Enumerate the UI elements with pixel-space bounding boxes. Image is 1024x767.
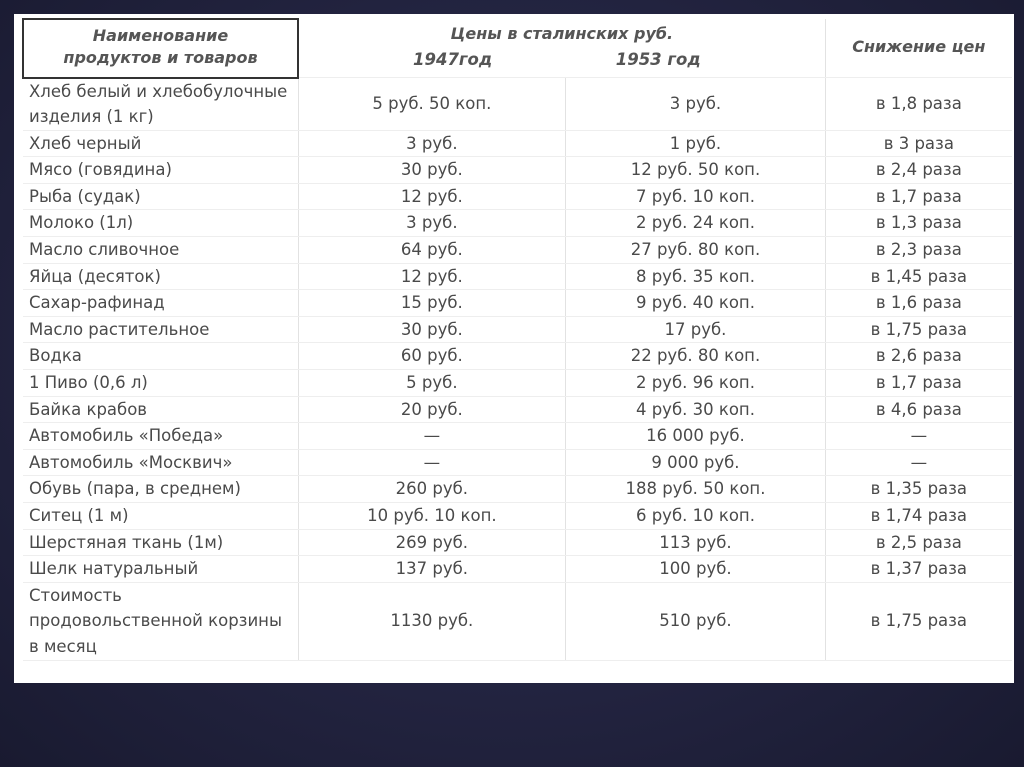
table-row [23,157,1012,184]
price-1947-cell: 137 руб. [298,556,566,583]
price-drop-cell: в 1,75 раза [825,582,1012,660]
price-1953-cell: 113 руб. [566,529,825,556]
price-drop-cell: в 1,37 раза [825,556,1012,583]
price-1953-cell: 510 руб. [566,582,825,660]
price-1947-cell: 3 руб. [298,210,566,237]
price-1947-cell: 64 руб. [298,237,566,264]
table-row [23,449,1012,476]
product-name-cell: Хлеб белый и хлебобулочные изделия (1 кг) [23,78,298,131]
price-1953-cell: 9 000 руб. [566,449,825,476]
price-drop-cell: в 2,5 раза [825,529,1012,556]
product-name-cell: Молоко (1л) [23,210,298,237]
header-product-name [23,19,298,78]
price-1953-cell: 2 руб. 96 коп. [566,370,825,397]
price-1947-cell: 269 руб. [298,529,566,556]
price-1953-cell: 12 руб. 50 коп. [566,157,825,184]
price-1953-cell: 8 руб. 35 коп. [566,263,825,290]
product-name-cell: Байка крабов [23,396,298,423]
table-row [23,370,1012,397]
price-1947-cell: 10 руб. 10 коп. [298,503,566,530]
price-drop-cell: в 1,74 раза [825,503,1012,530]
table-row [23,183,1012,210]
table-row [23,210,1012,237]
price-drop-cell: в 1,7 раза [825,183,1012,210]
header-row [23,19,1012,78]
price-1953-cell: 22 руб. 80 коп. [566,343,825,370]
price-drop-cell: в 1,45 раза [825,263,1012,290]
price-1953-cell: 17 руб. [566,316,825,343]
header-price-drop: Снижение цен [825,19,1012,78]
price-drop-cell: в 1,35 раза [825,476,1012,503]
price-1953-cell: 188 руб. 50 коп. [566,476,825,503]
price-drop-cell: в 2,3 раза [825,237,1012,264]
table-row [23,316,1012,343]
price-drop-cell: в 1,7 раза [825,370,1012,397]
header-prices-title: Цены в сталинских руб. [450,24,674,43]
price-drop-cell: в 2,4 раза [825,157,1012,184]
price-1953-cell: 16 000 руб. [566,423,825,450]
price-1947-cell: — [298,423,566,450]
price-1947-cell: 5 руб. 50 коп. [298,78,566,131]
price-1947-cell: 15 руб. [298,290,566,317]
product-name-cell: Масло растительное [23,316,298,343]
price-drop-cell: в 2,6 раза [825,343,1012,370]
price-1947-cell: 12 руб. [298,263,566,290]
price-1953-cell: 6 руб. 10 коп. [566,503,825,530]
product-name-cell: Ситец (1 м) [23,503,298,530]
product-name-cell: Хлеб черный [23,130,298,157]
price-1953-cell: 9 руб. 40 коп. [566,290,825,317]
table-row [23,263,1012,290]
product-name-cell: Шерстяная ткань (1м) [23,529,298,556]
price-drop-cell: в 1,8 раза [825,78,1012,131]
price-1947-cell: 60 руб. [298,343,566,370]
price-1947-cell: 12 руб. [298,183,566,210]
table-row [23,529,1012,556]
table-row [23,423,1012,450]
product-name-cell: Обувь (пара, в среднем) [23,476,298,503]
price-1953-cell: 7 руб. 10 коп. [566,183,825,210]
price-1947-cell: 20 руб. [298,396,566,423]
price-1947-cell: 5 руб. [298,370,566,397]
price-1953-cell: 2 руб. 24 коп. [566,210,825,237]
price-1947-cell: 30 руб. [298,157,566,184]
header-year-1947: 1947год [413,50,493,69]
price-drop-cell: в 3 раза [825,130,1012,157]
price-drop-cell: в 1,3 раза [825,210,1012,237]
price-drop-cell: — [825,423,1012,450]
price-1947-cell: 260 руб. [298,476,566,503]
header-name-line1: Наименование [92,26,229,46]
price-1947-cell: 3 руб. [298,130,566,157]
price-1953-cell: 3 руб. [566,78,825,131]
header-name-line2: продуктов и товаров [63,48,258,68]
table-row [23,237,1012,264]
price-1953-cell: 27 руб. 80 коп. [566,237,825,264]
table-row [23,343,1012,370]
price-1947-cell: — [298,449,566,476]
product-name-cell: Автомобиль «Москвич» [23,449,298,476]
price-drop-cell: в 1,6 раза [825,290,1012,317]
product-name-cell: Рыба (судак) [23,183,298,210]
price-1947-cell: 1130 руб. [298,582,566,660]
table-row [23,582,1012,660]
product-name-cell: Яйца (десяток) [23,263,298,290]
product-name-cell: Водка [23,343,298,370]
table-row [23,476,1012,503]
price-drop-cell: — [825,449,1012,476]
price-1947-cell: 30 руб. [298,316,566,343]
product-name-cell: Автомобиль «Победа» [23,423,298,450]
product-name-cell: Масло сливочное [23,237,298,264]
header-year-1953: 1953 год [615,50,701,69]
price-1953-cell: 100 руб. [566,556,825,583]
product-name-cell: Мясо (говядина) [23,157,298,184]
product-name-cell: Шелк натуральный [23,556,298,583]
price-drop-cell: в 4,6 раза [825,396,1012,423]
price-1953-cell: 4 руб. 30 коп. [566,396,825,423]
price-drop-cell: в 1,75 раза [825,316,1012,343]
table-row [23,78,1012,131]
product-name-cell: Стоимость продовольственной корзины в месяц [23,582,298,660]
table-row [23,396,1012,423]
table-row [23,290,1012,317]
price-table [22,18,1012,661]
price-1953-cell: 1 руб. [566,130,825,157]
product-name-cell: 1 Пиво (0,6 л) [23,370,298,397]
header-prices [298,19,825,78]
product-name-cell: Сахар-рафинад [23,290,298,317]
table-row [23,503,1012,530]
table-row [23,130,1012,157]
table-row [23,556,1012,583]
